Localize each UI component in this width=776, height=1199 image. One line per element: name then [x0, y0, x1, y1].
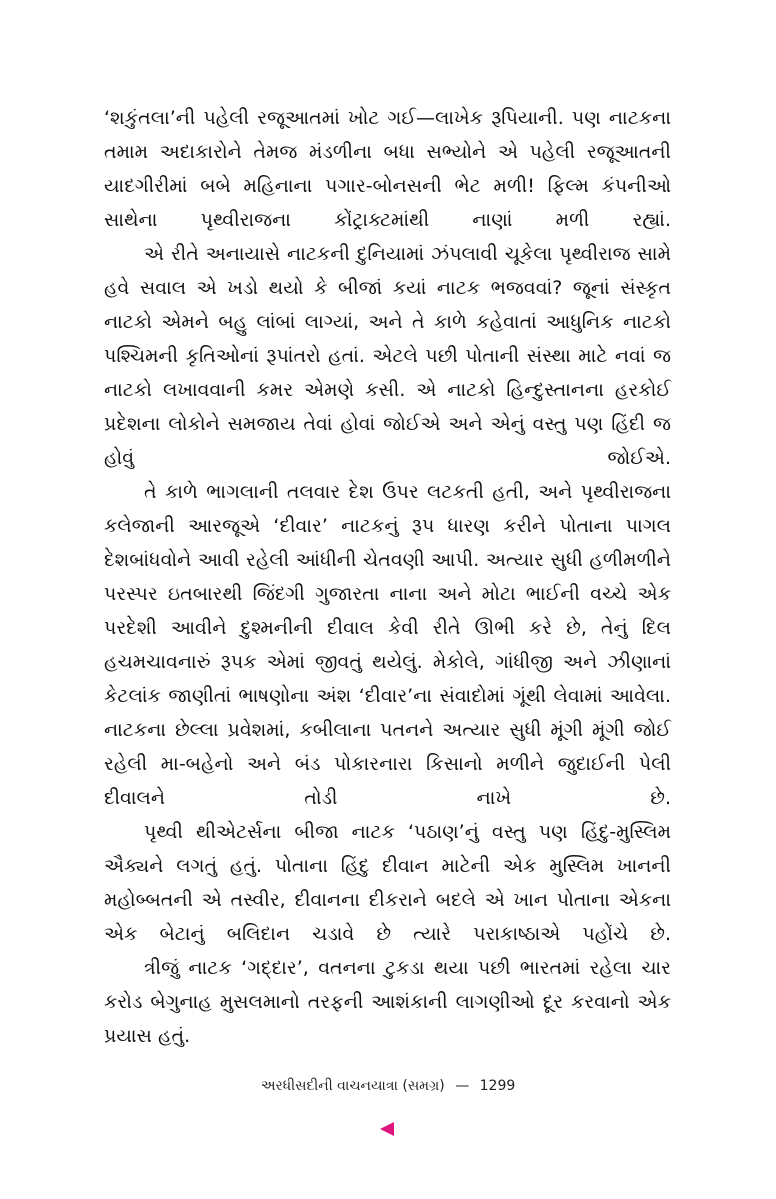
paragraph-3: તે કાળે ભાગલાની તલવાર દેશ ઉપર લટકતી હતી, અને પૃથ્વીરાજના કલેજાની આરજૂએ ‘દીવાર’ નાટકનું રૂપ ધારણ કરીને પોતાના પાગલ દેશબાંધવોને આવી રહેલી આંધીની ચેતવણી આપી. અત્યાર સુધી હળીમળીને પરસ્પર ઇતબારથી જિંદગી ગુજારતા નાના અને મોટા ભાઈની વચ્ચે એક પરદેશી આવીને દુશ્મનીની દીવાલ કેવી રીતે ઊભી કરે છે, તેનું દિલ હચમચાવનારું રૂપક એમાં જીવતું થયેલું. મેકોલે, ગાંધીજી અને ઝીણાનાં કેટલાંક જાણીતાં ભાષણોના અંશ ‘દીવાર’ના સંવાદોમાં ગૂંથી લેવામાં આવેલા. નાટકના છેલ્લા પ્રવેશમાં, કબીલાના પતનને અત્યાર સુધી મૂંગી મૂંગી જોઈ રહેલી મા-બહેનો અને બંડ પોકારનારા કિસાનો મળીને જુદાઈની પેલી દીવાલને તોડી નાખે છે. [104, 481, 671, 809]
paragraph-1: ‘શકુંતલા’ની પહેલી રજૂઆતમાં ખોટ ગઈ—લાખેક રૂપિયાની. પણ નાટકના તમામ અદાકારોને તેમજ મંડળીના બધા સભ્યોને એ પહેલી રજૂઆતની યાદગીરીમાં બબે મહિનાના પગાર-બોનસની ભેટ મળી! ફિલ્મ કંપનીઓ સાથેના પૃથ્વીરાજના કોંટ્રાક્ટમાંથી નાણાં મળી રહ્યાં. [104, 107, 671, 231]
footer-separator: — [455, 1078, 470, 1094]
paragraph-5: ત્રીજું નાટક ‘ગદ્દાર’, વતનના ટુકડા થયા પછી ભારતમાં રહેલા ચાર કરોડ બેગુનાહ મુસલમાનો તરફની આશંકાની લાગણીઓ દૂર કરવાનો એક પ્રયાસ હતું. [104, 957, 671, 1047]
paragraph-4: પૃથ્વી થીએટર્સના બીજા નાટક ‘પઠાણ’નું વસ્તુ પણ હિંદુ-મુસ્લિમ ઐક્યને લગતું હતું. પોતાના હિંદુ દીવાન માટેની એક મુસ્લિમ ખાનની મહોબ્બતની એ તસ્વીર, દીવાનના દીકરાને બદલે એ ખાન પોતાના એકના એક બેટાનું બલિદાન ચડાવે છે ત્યારે પરાકાષ્ઠાએ પહોંચે છે. [104, 821, 671, 945]
book-title: અરધીસદીની વાચનયાત્રા (સમગ્ર) [260, 1078, 445, 1094]
page-body [104, 101, 671, 1053]
triangle-left-icon[interactable] [380, 1122, 394, 1136]
page-footer [0, 1078, 776, 1094]
page-number: 1299 [479, 1078, 516, 1094]
paragraph-2: એ રીતે અનાયાસે નાટકની દુનિયામાં ઝંપલાવી ચૂકેલા પૃથ્વીરાજ સામે હવે સવાલ એ ખડો થયો કે બીજાં કયાં નાટક ભજવવાં? જૂનાં સંસ્કૃત નાટકો એમને બહુ લાંબાં લાગ્યાં, અને તે કાળે કહેવાતાં આધુનિક નાટકો પશ્ચિમની કૃતિઓનાં રૂપાંતરો હતાં. એટલે પછી પોતાની સંસ્થા માટે નવાં જ નાટકો લખાવવાની કમર એમણે કસી. એ નાટકો હિન્દુસ્તાનના હરકોઈ પ્રદેશના લોકોને સમજાય તેવાં હોવાં જોઈએ અને એનું વસ્તુ પણ હિંદી જ હોવું જોઈએ. [104, 243, 671, 469]
